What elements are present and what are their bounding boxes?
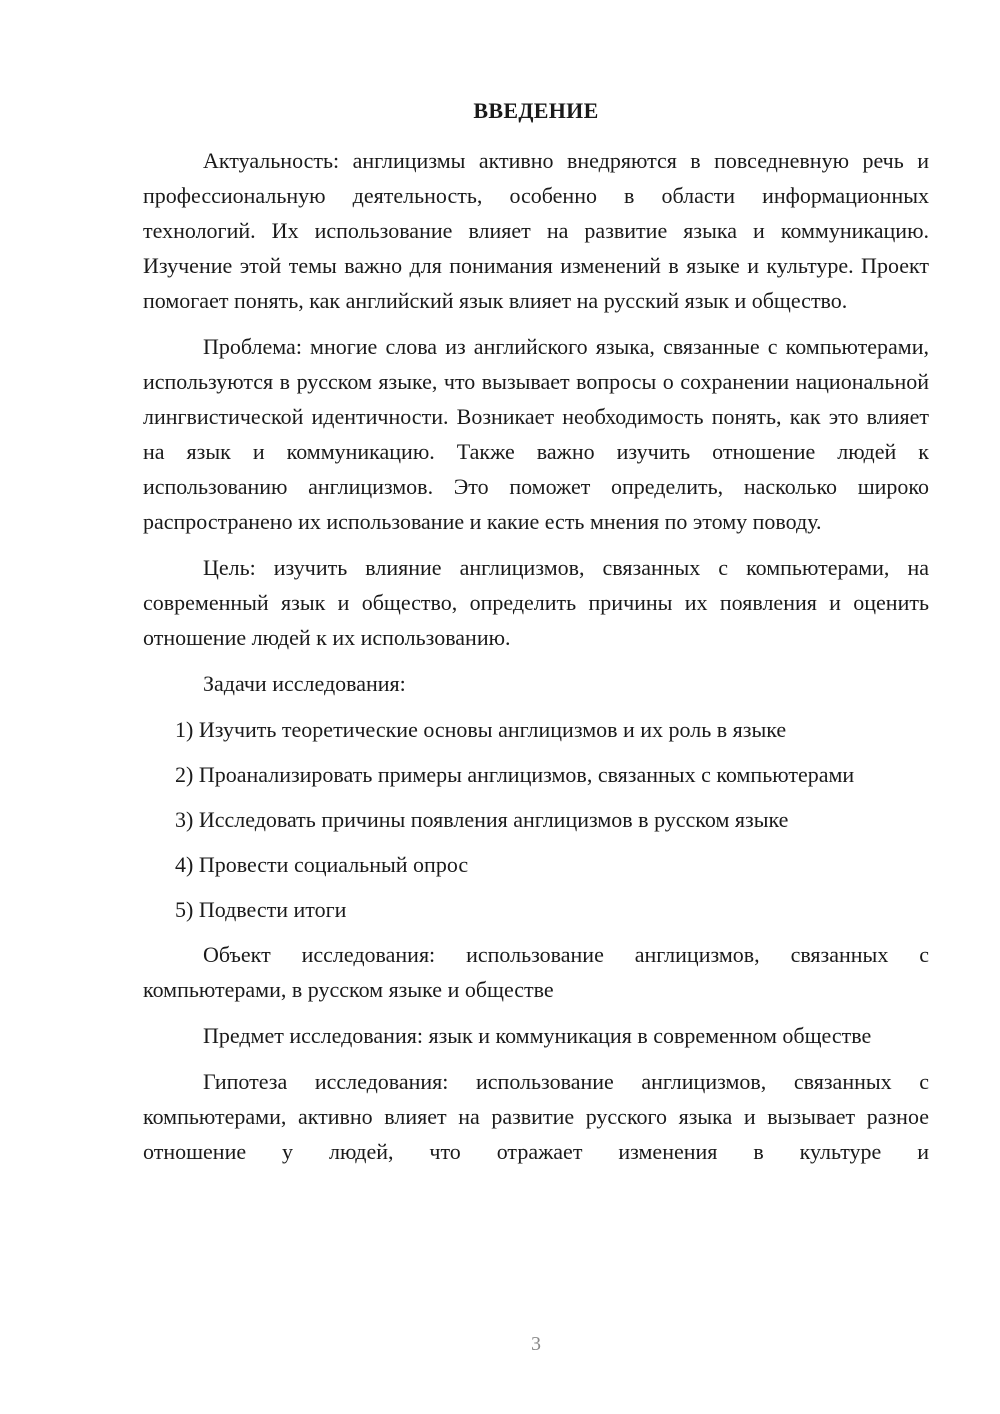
paragraph-subject: Предмет исследования: язык и коммуникация в современном обществе <box>203 1023 872 1048</box>
task-item-3: 3) Исследовать причины появления англицизмов в русском языке <box>175 807 789 832</box>
paragraph-goal: Цель: изучить влияние англицизмов, связанных с компьютерами, на современный язык и общество, определить причины их появления и оценить отношение людей к их использованию. <box>143 555 929 650</box>
document-page <box>143 94 929 1180</box>
paragraph-problem: Проблема: многие слова из английского языка, связанные с компьютерами, используются в русском языке, что вызывает вопросы о сохранении национальной лингвистической идентичности. Возникает необходимость понять, как это влияет на язык и коммуникацию. Также важно изучить отношение людей к использованию англицизмов. Это поможет определить, насколько широко распространено их использование и какие есть мнения по этому поводу. <box>143 334 929 534</box>
paragraph-relevance: Актуальность: англицизмы активно внедряются в повседневную речь и профессиональную деятельность, особенно в области информационных технологий. Их использование влияет на развитие языка и коммуникацию. Изучение этой темы важно для понимания изменений в языке и культуре. Проект помогает понять, как английский язык влияет на русский язык и общество. <box>143 148 929 313</box>
tasks-title: Задачи исследования: <box>203 671 406 696</box>
paragraph-object: Объект исследования: использование англицизмов, связанных с компьютерами, в русском языке и обществе <box>143 942 929 1002</box>
task-item-4: 4) Провести социальный опрос <box>175 852 469 877</box>
task-item-1: 1) Изучить теоретические основы англицизмов и их роль в языке <box>175 717 787 742</box>
task-item-2: 2) Проанализировать примеры англицизмов, связанных с компьютерами <box>175 762 855 787</box>
paragraph-hypothesis: Гипотеза исследования: использование англицизмов, связанных с компьютерами, активно влияет на развитие русского языка и вызывает разное отношение у людей, что отражает изменения в культуре и <box>143 1069 929 1164</box>
page-number: 3 <box>531 1333 541 1355</box>
task-item-5: 5) Подвести итоги <box>175 897 347 922</box>
page-title: ВВЕДЕНИЕ <box>473 98 599 123</box>
